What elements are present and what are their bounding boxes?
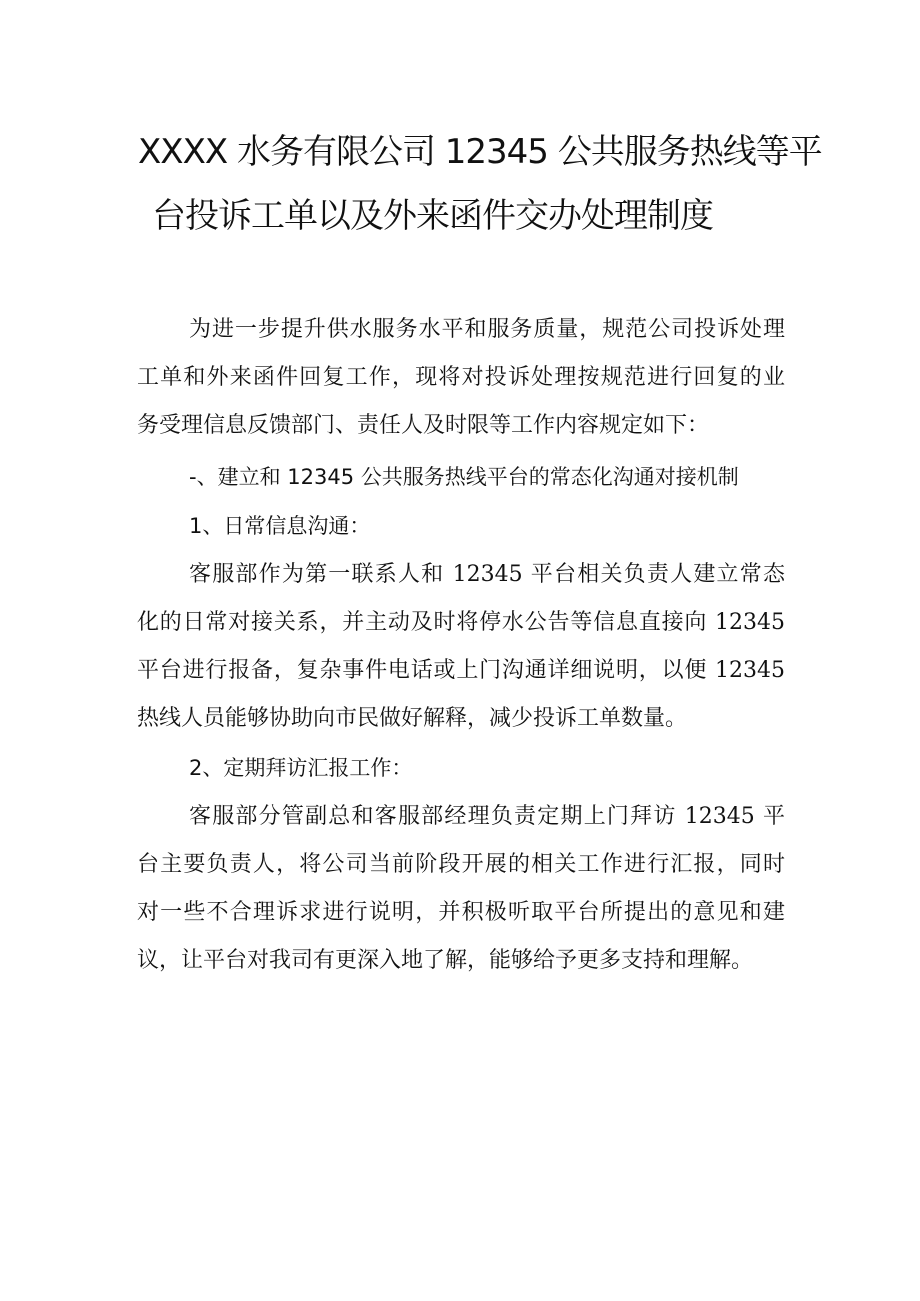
item-1-line-3: 平台进行报备，复杂事件电话或上门沟通详细说明，以便 12345 <box>137 658 785 683</box>
item-2-heading: 2、定期拜访汇报工作： <box>189 756 413 780</box>
item-1-line-2: 化的日常对接关系，并主动及时将停水公告等信息直接向 12345 <box>137 610 785 635</box>
item-2-line-2: 台主要负责人，将公司当前阶段开展的相关工作进行汇报，同时 <box>137 852 785 877</box>
item-1-heading: 1、日常信息沟通： <box>189 514 371 538</box>
intro-line-3: 务受理信息反馈部门、责任人及时限等工作内容规定如下： <box>137 413 710 438</box>
item-1-line-4: 热线人员能够协助向市民做好解释，减少投诉工单数量。 <box>137 706 688 731</box>
item-1-line-1: 客服部作为第一联系人和 12345 平台相关负责人建立常态 <box>189 562 785 587</box>
item-2-line-3: 对一些不合理诉求进行说明，并积极听取平台所提出的意见和建 <box>137 900 785 925</box>
document-title-line-1: XXXX 水务有限公司 12345 公共服务热线等平 <box>138 132 822 172</box>
intro-line-2: 工单和外来函件回复工作，现将对投诉处理按规范进行回复的业 <box>137 365 785 390</box>
item-2-line-4: 议，让平台对我司有更深入地了解，能够给予更多支持和理解。 <box>137 948 754 973</box>
intro-line-1: 为进一步提升供水服务水平和服务质量，规范公司投诉处理 <box>189 317 785 342</box>
section-1-heading: -、建立和 12345 公共服务热线平台的常态化沟通对接机制 <box>189 465 739 489</box>
document-title-line-2: 台投诉工单以及外来函件交办处理制度 <box>152 196 713 236</box>
item-2-line-1: 客服部分管副总和客服部经理负责定期上门拜访 12345 平 <box>189 804 785 829</box>
